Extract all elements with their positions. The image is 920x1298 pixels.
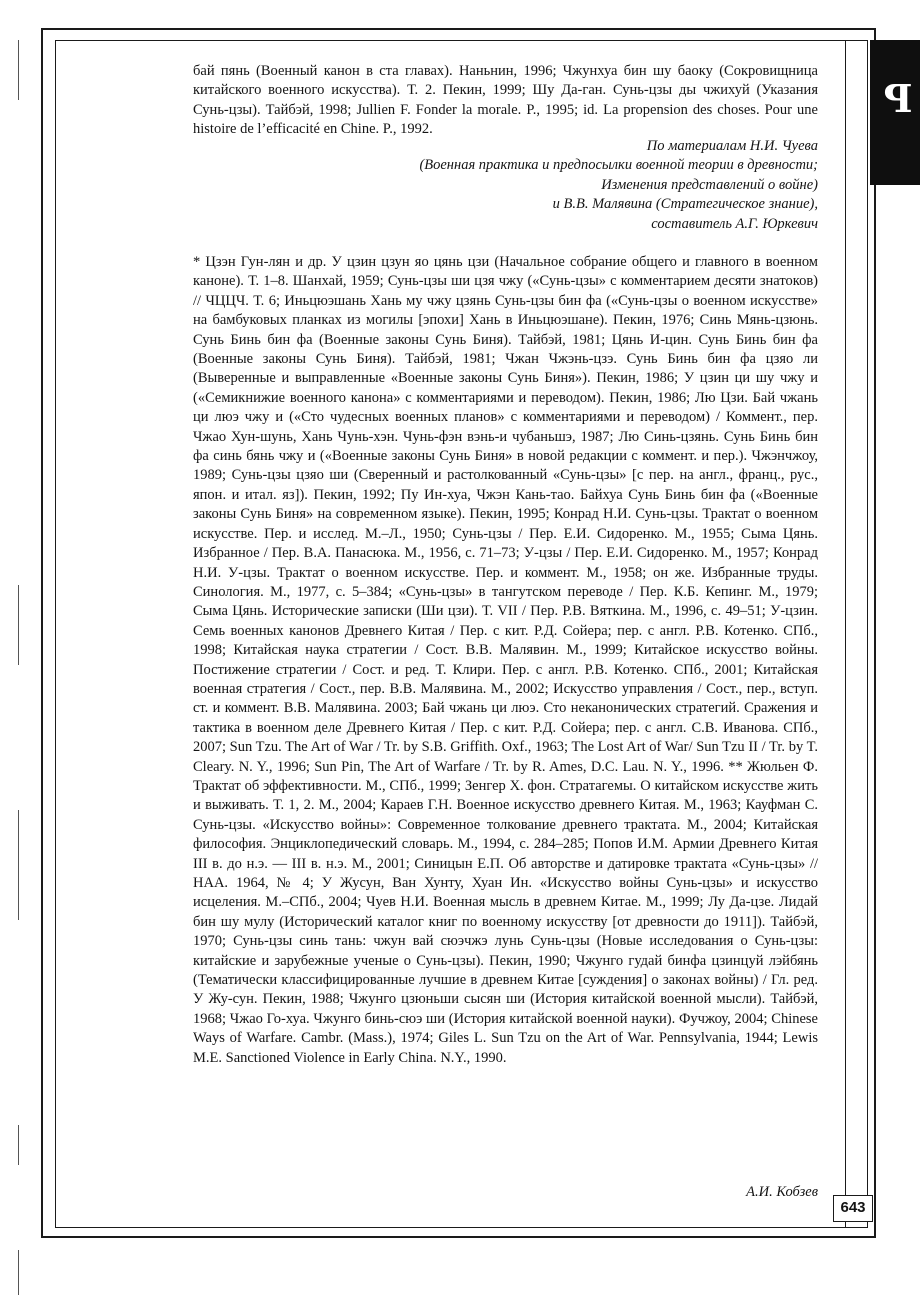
attribution-line-2: (Военная практика и предпосылки военной теории в древности; — [419, 157, 818, 174]
attribution-line-1: По материалам Н.И. Чуева — [646, 138, 818, 154]
article-author: А.И. Кобзев — [746, 1184, 818, 1200]
page-number: 643 — [833, 1195, 873, 1222]
attribution-line-3: Изменения представлений о войне) — [601, 176, 818, 193]
attribution-block — [330, 137, 818, 234]
section-letter-glyph: ꟼ — [884, 76, 913, 121]
margin-rule — [845, 40, 846, 1228]
scan-edge-marks — [0, 0, 30, 1298]
attribution-line-5: составитель А.Г. Юркевич — [651, 215, 818, 232]
continuation-paragraph: бай пянь (Военный канон в ста главах). Наньнин, 1996; Чжунхуа бин шу баоку (Сокровищница китайского военного искусства). Т. 2. Пекин, 1999; Шу Да-ган. Сунь-цзы ды чжихуй (Указания Сунь-цзы). Тайбэй, 1998; Jullien F. Fonder la morale. P., 1995; id. La propension des choses. Pour une histoire de l’efficacité en Chine. P., 1992. — [193, 63, 818, 138]
bibliography-paragraph: * Цзэн Гун-лян и др. У цзин цзун яо цянь цзи (Начальное собрание общего и главного в военном каноне). Т. 1–8. Шанхай, 1959; Сунь-цзы ши цзя чжу («Сунь-цзы» с комментарием десяти знатоков) // ЧЦЦЧ. Т. 6; Иньцюэшань Хань му чжу цзянь Сунь-цзы бин фа («Сунь-цзы о военном искусстве» на бамбуковых планках из могилы [эпохи] Хань в Иньцюэшане). Пекин, 1976; Синь Мянь-цзюнь. Сунь Бинь бин фа (Военные законы Сунь Биня). Тайбэй, 1981; Цянь И-цин. Сунь Бинь бин фа (Военные законы Сунь Биня). Тайбэй, 1981; Чжан Чжэнь-цзэ. Сунь Бинь бин фа цзяо ли (Выверенные и выправленные «Военные законы Сунь Биня»). Пекин, 1986; У цзин ци шу чжу и («Семикнижие военного канона» с комментариями и переводом). Пекин, 1986; Лю Цзи. Бай чжань ци люэ чжу и («Сто чудесных военных планов» с комментариями и переводом) / Коммент., пер. Чжао Хун-шунь, Хань Чунь-хэн. Чунь-фэн вэнь-и чубаньшэ, 1987; Лю Синь-цзянь. Сунь Бинь бин фа синь бянь чжу и («Военные законы Сунь Биня» в новой редакции с коммент. и пер.). Чжэнчжоу, 1989; Сунь-цзы цзяо ши (Сверенный и растолкованный «Сунь-цзы» [с пер. на англ., франц., рус., япон. и итал. яз]). Пекин, 1992; Пу Ин-хуа, Чжэн Кань-тао. Байхуа Сунь Бинь бин фа («Военные законы Сунь Биня» на современном языке). Пекин, 1995; Конрад Н.И. Сунь-цзы. Трактат о военном искусстве. Пер. и исслед. М.–Л., 1950; Сунь-цзы / Пер. Е.И. Сидоренко. М., 1955; Сыма Цянь. Избранное / Пер. В.А. Панасюка. М., 1956, с. 71–73; У-цзы / Пер. Е.И. Сидоренко. М., 1957; Конрад Н.И. У-цзы. Трактат о военном искусстве. Пер. и коммент. М., 1958; он же. Избранные труды. Синология. М., 1977, с. 5–384; «Сунь-цзы» в тангутском переводе / Пер. К.Б. Кепинг. М., 1979; Сыма Цянь. Исторические записки (Ши цзи). Т. VII / Пер. Р.В. Вяткина. М., 1996, с. 49–51; У-цзин. Семь военных канонов Древнего Китая / Пер. с кит. Р.Д. Сойера; пер. с англ. Р.В. Котенко. СПб., 1998; Китайская наука стратегии / Сост. В.В. Малявин. М., 1999; Китайское искусство войны. Постижение стратегии / Сост. и ред. Т. Клири. Пер. с англ. Р.В. Котенко. СПб., 2001; Китайская военная стратегия / Сост., пер. В.В. Малявина. М., 2002; Искусство управления / Сост., пер., вступ. ст. и коммент. В.В. Малявина. 2003; Бай чжань ци люэ. Сто неканонических стратегий. Сражения и тактика в военном деле Древнего Китая / Пер. с кит. Р.Д. Сойера; пер. с англ. С.В. Иванова. СПб., 2007; Sun Tzu. The Art of War / Tr. by S.B. Griffith. Oxf., 1963; The Lost Art of War/ Sun Tzu II / Tr. by T. Cleary. N. Y., 1996; Sun Pin, The Art of Warfare / Tr. by R. Ames, D.C. Lau. N. Y., 1996. ** Жюльен Ф. Трактат об эффективности. М., СПб., 1999; Зенгер Х. фон. Стратагемы. О китайском искусстве жить и выживать. Т. 1, 2. М., 2004; Караев Г.Н. Военное искусство древнего Китая. М., 1963; Кауфман С. Сунь-цзы. «Искусство войны»: Современное толкование древнего трактата. М., 2004; Китайская философия. Энциклопедический словарь. М., 1994, с. 284–285; Попов И.М. Армии Древнего Китая III в. до н.э. — III в. н.э. М., 2001; Синицын Е.П. Об авторстве и датировке трактата «Сунь-цзы» // НАА. 1964, № 4; У Жусун, Ван Хунту, Хуан Ин. «Искусство войны Сунь-цзы» и искусство исцеления. М.–СПб., 2004; Чуев Н.И. Военная мысль в древнем Китае. М., 1999; Лу Да-цзе. Лидай бин шу мулу (Исторический каталог книг по военному искусству [от древности до 1911]). Тайбэй, 1970; Сунь-цзы синь тань: чжун вай сюэчжэ лунь Сунь-цзы (Новые исследования о Сунь-цзы: китайские и зарубежные ученые о Сунь-цзы). Пекин, 1990; Чжунго гудай бинфа цзинцуй лэйбянь (Тематически классифицированные лучшие в древнем Китае [суждения] о законах войны) / Гл. ред. У Жу-сун. Пекин, 1988; Чжунго цзюньши сысян ши (История китайской военной мысли). Тайбэй, 1968; Чжао Го-хуа. Чжунго бинь-сюэ ши (История китайской военной науки). Фучжоу, 2004; Chinese Ways of Warfare. Cambr. (Mass.), 1974; Giles L. Sun Tzu on the Art of War. Pennsylvania, 1944; Lewis M.E. Sanctioned Violence in Early China. N.Y., 1990. — [193, 254, 818, 1066]
attribution-line-4: и В.В. Малявина (Стратегическое знание), — [552, 196, 818, 213]
